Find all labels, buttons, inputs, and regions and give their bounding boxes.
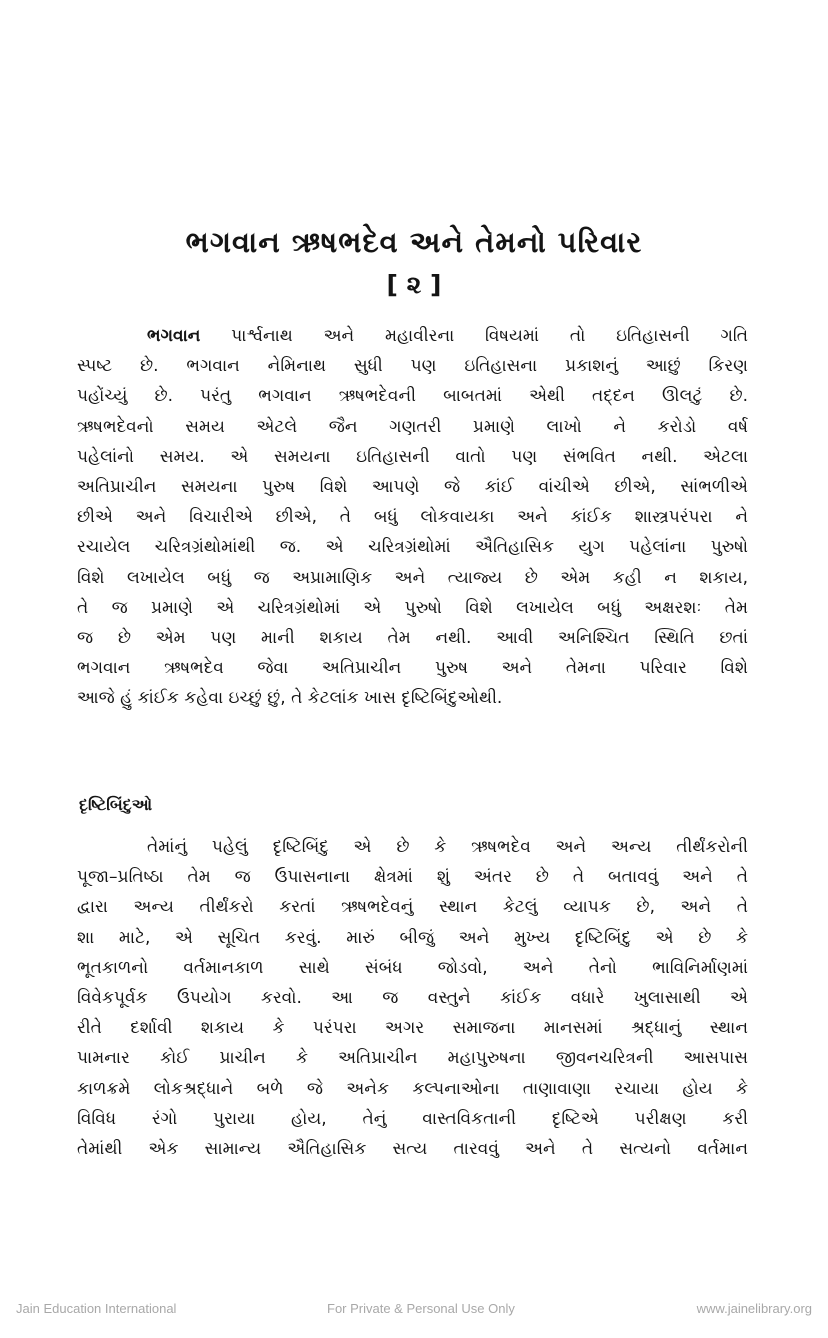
paragraph-line: અતિપ્રાચીન સમયના પુરુષ વિશે આપણે જે કાંઈ વાંચીએ છીએ, સાંભળીએ bbox=[77, 476, 748, 497]
paragraph-line: ભગવાન પાર્શ્વનાથ અને મહાવીરના વિષયમાં તો ઇતિહાસની ગતિ bbox=[147, 326, 748, 346]
viewpoints-paragraph bbox=[77, 832, 748, 1164]
paragraph-line: દ્વારા અન્ય તીર્થંકરો કરતાં ઋષભદેવનું સ્થાન કેટલું વ્યાપક છે, અને તે bbox=[77, 897, 748, 918]
paragraph-line: તે જ પ્રમાણે એ ચરિત્રગ્રંથોમાં એ પુરુષો વિશે લખાયેલ બધું અક્ષરશઃ તેમ bbox=[77, 597, 748, 618]
footer-website-link[interactable]: www.jainelibrary.org bbox=[696, 1301, 812, 1316]
page-footer bbox=[0, 1297, 828, 1321]
paragraph-line: રીતે દર્શાવી શકાય કે પરંપરા અગર સમાજના માનસમાં શ્રદ્ધાનું સ્થાન bbox=[77, 1018, 748, 1039]
footer-publisher: Jain Education International bbox=[16, 1301, 177, 1316]
paragraph-line: શા માટે, એ સૂચિત કરવું. મારું બીજું અને મુખ્ય દૃષ્ટિબિંદુ એ છે કે bbox=[77, 927, 748, 948]
paragraph-line: પૂજા–પ્રતિષ્ઠા તેમ જ ઉપાસનાના ક્ષેત્રમાં શું અંતર છે તે બતાવવું અને તે bbox=[77, 867, 748, 888]
paragraph-line: કાળક્રમે લોકશ્રદ્ધાને બળે જે અનેક કલ્પનાઓના તાણાવાણા રચાયા હોય કે bbox=[77, 1078, 748, 1099]
paragraph-line: સ્પષ્ટ છે. ભગવાન નેમિનાથ સુધી પણ ઇતિહાસના પ્રકાશનું આછું કિરણ bbox=[77, 356, 748, 377]
paragraph-line: છીએ અને વિચારીએ છીએ, તે બધું લોકવાયકા અને કાંઈક શાસ્ત્રપરંપરા ને bbox=[77, 507, 748, 528]
intro-paragraph bbox=[77, 321, 748, 713]
paragraph-line: પહોંચ્યું છે. પરંતુ ભગવાન ઋષભદેવની બાબતમાં એથી તદ્દન ઊલટું છે. bbox=[77, 386, 748, 407]
section-heading: દૃષ્ટિબિંદુઓ bbox=[79, 795, 153, 814]
paragraph-line: ભૂતકાળનો વર્તમાનકાળ સાથે સંબંધ જોડવો, અને તેનો ભાવિનિર્માણમાં bbox=[77, 957, 748, 978]
footer-usage-notice: For Private & Personal Use Only bbox=[327, 1301, 515, 1316]
chapter-title: ભગવાન ઋષભદેવ અને તેમનો પરિવાર bbox=[185, 225, 643, 259]
paragraph-line: ભગવાન ઋષભદેવ જેવા અતિપ્રાચીન પુરુષ અને તેમના પરિવાર વિશે bbox=[77, 658, 748, 679]
paragraph-line: વિવિધ રંગો પુરાયા હોય, તેનું વાસ્તવિકતાની દૃષ્ટિએ પરીક્ષણ કરી bbox=[77, 1108, 748, 1129]
chapter-number: [ ૨ ] bbox=[386, 270, 442, 299]
paragraph-line: તેમાંથી એક સામાન્ય ઐતિહાસિક સત્ય તારવવું અને તે સત્યનો વર્તમાન bbox=[77, 1138, 748, 1159]
paragraph-line: વિશે લખાયેલ બધું જ અપ્રામાણિક અને ત્યાજ્ય છે એમ કહી ન શકાય, bbox=[77, 567, 748, 588]
paragraph-line: ઋષભદેવનો સમય એટલે જૈન ગણતરી પ્રમાણે લાખો ને કરોડો વર્ષ bbox=[77, 416, 748, 437]
paragraph-line: રચાયેલ ચરિત્રગ્રંથોમાંથી જ. એ ચરિત્રગ્રંથોમાં ઐતિહાસિક યુગ પહેલાંના પુરુષો bbox=[77, 537, 748, 558]
paragraph-line: પામનાર કોઈ પ્રાચીન કે અતિપ્રાચીન મહાપુરુષના જીવનચરિત્રની આસપાસ bbox=[77, 1048, 748, 1069]
paragraph-line: તેમાંનું પહેલું દૃષ્ટિબિંદુ એ છે કે ઋષભદેવ અને અન્ય તીર્થંકરોની bbox=[147, 837, 748, 857]
paragraph-line: પહેલાંનો સમય. એ સમયના ઇતિહાસની વાતો પણ સંભવિત નથી. એટલા bbox=[77, 446, 748, 467]
paragraph-line: વિવેકપૂર્વક ઉપયોગ કરવો. આ જ વસ્તુને કાંઈક વધારે ખુલાસાથી એ bbox=[77, 987, 748, 1008]
lead-word: ભગવાન bbox=[147, 326, 201, 346]
paragraph-line: જ છે એમ પણ માની શકાય તેમ નથી. આવી અનિશ્ચિત સ્થિતિ છતાં bbox=[77, 627, 748, 648]
paragraph-line: આજે હું કાંઈક કહેવા ઇચ્છું છું, તે કેટલાંક ખાસ દૃષ્ટિબિંદુઓથી. bbox=[77, 688, 503, 709]
